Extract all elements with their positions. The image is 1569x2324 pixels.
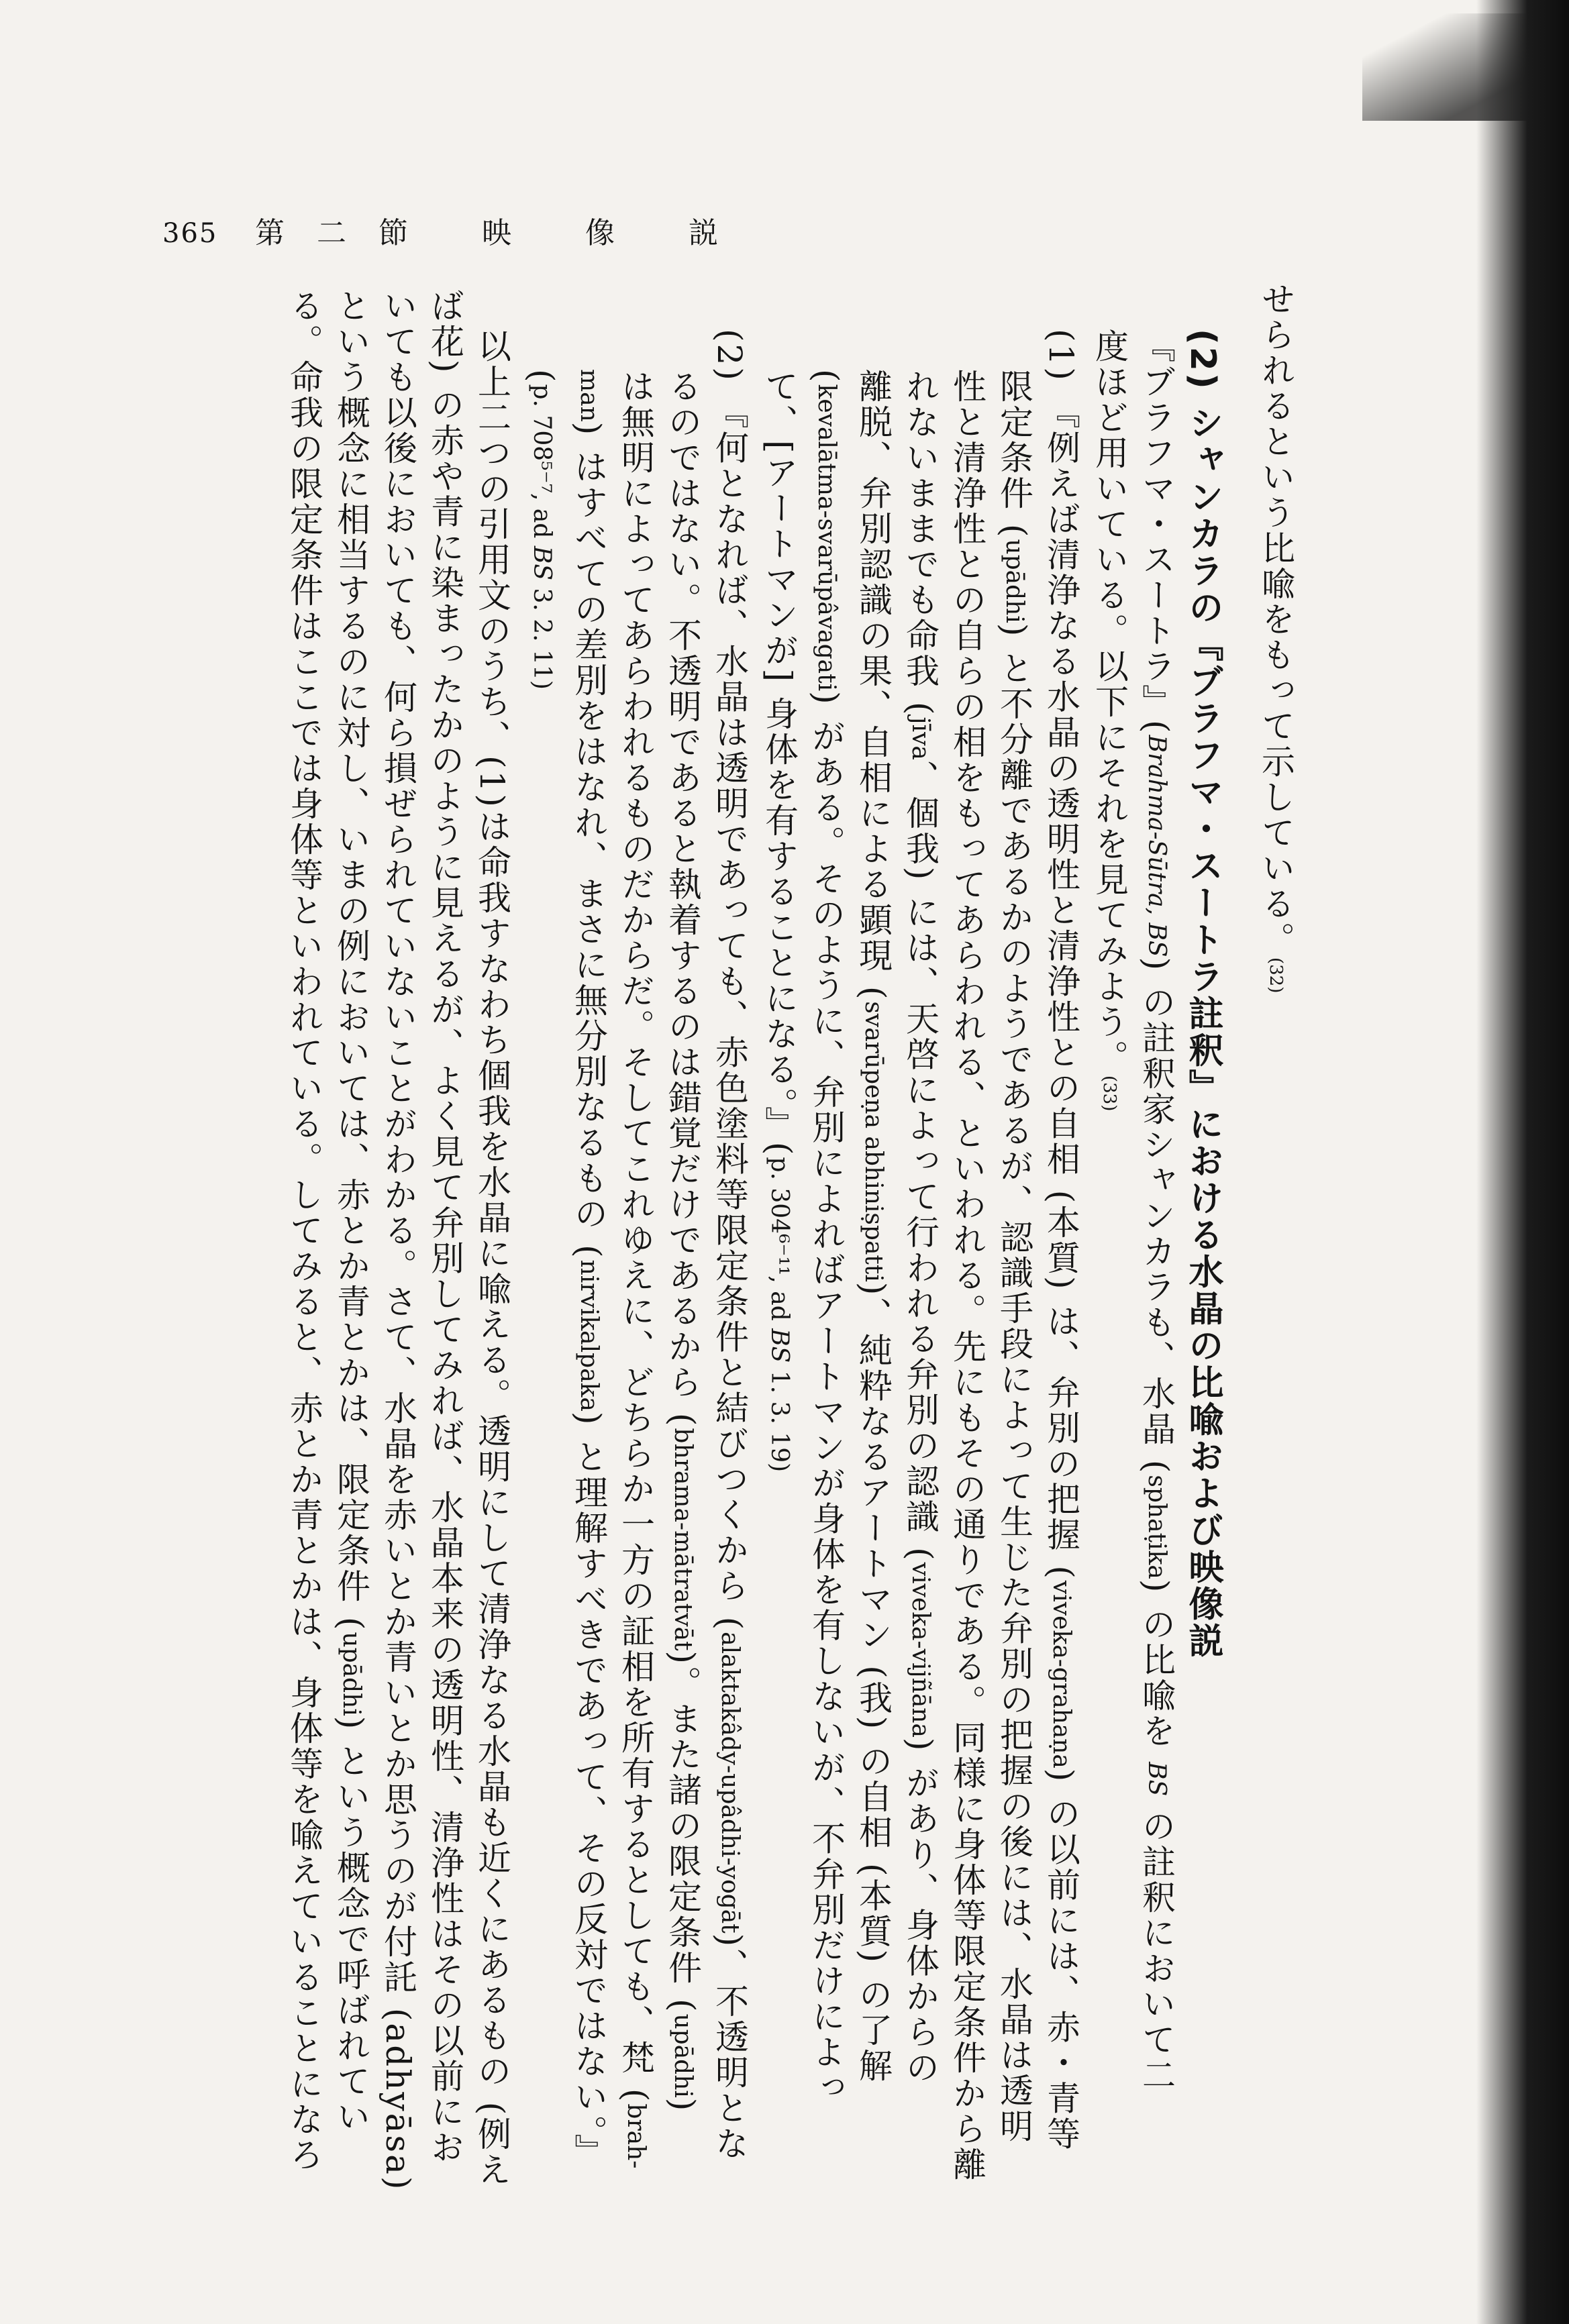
body-line-1: 以上二つの引用文のうち、(1)は命我すなわち個我を水晶に喩える。透明にして清浄なる水晶も近くにあるもの (例え <box>472 329 511 2188</box>
endnote-marker: (33) <box>1099 1075 1119 1112</box>
quote-1-line-2: 限定条件 (upādhi) と不分離であるかのようであるが、認識手段によって生じた弁別の把握の後には、水晶は透明 <box>995 369 1033 2145</box>
text-column-3: 『ブラフマ・スートラ』(Brahma-Sūtra, BS) の註釈家シャンカラも、水晶 (sphaṭika) の比喩を BS の註釈において二 <box>1137 329 1176 2094</box>
quote-2-line-1: (2) 『何となれば、水晶は透明であっても、赤色塗料等限定条件と結びつくから (alaktakâdy-upâdhi-yogāt)、不透明とな <box>710 329 749 2162</box>
running-title: 第二節 映 像 説 <box>255 216 750 250</box>
quote-1-line-6: (kevalātma-svarūpâvagati) がある。そのように、弁別によればアートマンが身体を有しないが、不弁別だけによっ <box>807 369 846 2106</box>
quote-1-line-7: て、[アートマンが] 身体を有することになる。』(p. 304⁶⁻¹¹, ad BS 1. 3. 19) <box>760 369 799 1473</box>
body-line-4: という概念に相当するのに対し、いまの例においては、赤とか青とかは、限定条件 (upādhi) という概念で呼ばれてい <box>332 288 370 2135</box>
body-line-2: ば花) の赤や青に染まったかのように見えるが、よく見て弁別してみれば、水晶本来の透明性、清浄性はその以前にお <box>425 288 464 2166</box>
quote-2-line-4: man) はすべての差別をはなれ、まさに無分別なるもの (nirvikalpaka) と理解すべきであって、その反対ではない。』 <box>569 369 608 2170</box>
quote-2-line-3: は無明によってあらわれるものだからだ。そしてこれゆえに、どちらか一方の証相を所有するとしても、梵 (brah- <box>616 369 655 2169</box>
page-number: 365 <box>162 218 218 249</box>
column-text: せられるという比喩をもって示している。 <box>1256 282 1295 957</box>
quote-1-line-5: 離脱、弁別認識の果、自相による顕現 (svarūpeṇa abhiniṣpatti)、純粋なるアートマン (我) の自相 (本質) の了解 <box>854 369 893 2084</box>
text-column-1 <box>1256 282 1295 994</box>
scan-edge-shadow <box>1476 0 1569 2324</box>
section-heading: (2) シャンカラの『ブラフマ・スートラ註釈』における水晶の比喩および映像説 <box>1182 329 1223 1660</box>
body-line-3: いても以後においても、何ら損ぜられていないことがわかる。さて、水晶を赤いとか青いとか思うのが付託 (adhyāsa) <box>378 288 417 2192</box>
quote-1-line-4: れないままでも命我 (jīva、個我) には、天啓によって行われる弁別の認識 (viveka-vijñāna) があり、身体からの <box>901 369 940 2086</box>
endnote-marker: (32) <box>1266 957 1286 994</box>
quote-2-line-2: るのではない。不透明であると執着するのは錯覚だけであるから (bhrama-mātratvāt)。また諸の限定条件 (upādhi) <box>663 369 702 2113</box>
text-column-4: 度ほど用いている。以下にそれを見てみよう。(33) <box>1090 329 1129 1112</box>
quote-1-line-1: (1) 『例えば清浄なる水晶の透明性と清浄性との自相 (本質) は、弁別の把握 (viveka-grahaṇa) の以前には、赤・青等 <box>1042 329 1080 2152</box>
quote-2-line-5: (p. 708⁵⁻⁷, ad BS 3. 2. 11) <box>522 369 561 690</box>
body-line-5: る。命我の限定条件はここでは身体等といわれている。してみると、赤とか青とかは、身体等を喩えていることになろ <box>285 288 323 2173</box>
quote-1-line-3: 性と清浄性との自らの相をもってあらわれる、といわれる。先にもその通りである。同様に身体等限定条件から離 <box>948 369 986 2182</box>
